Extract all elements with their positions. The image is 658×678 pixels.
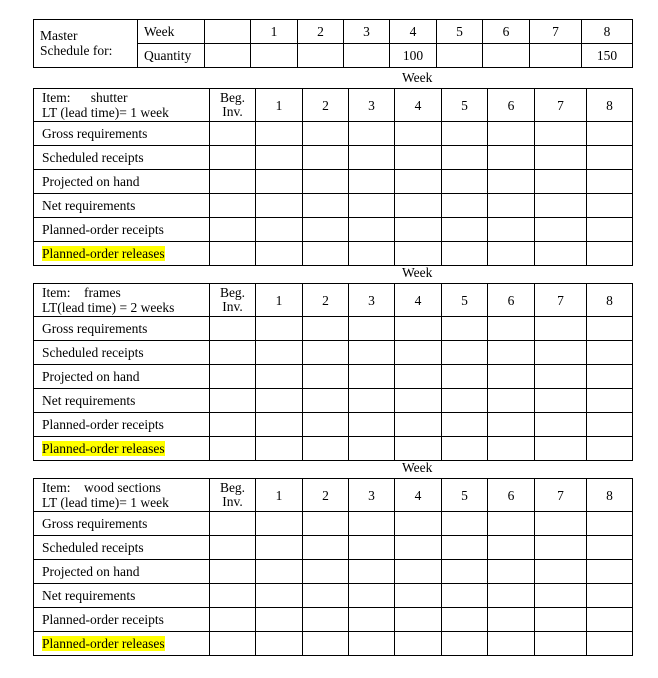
beg-inv-cell[interactable]	[210, 584, 256, 608]
week-cell[interactable]	[535, 632, 587, 656]
master-qty-7	[530, 44, 582, 68]
mrp-row-label	[34, 365, 210, 389]
mrp-row-label	[34, 560, 210, 584]
week-caption	[33, 69, 632, 86]
beg-inv-cell[interactable]	[210, 170, 256, 194]
week-cell[interactable]	[303, 632, 349, 656]
mrp-row-label-text: Scheduled receipts	[42, 540, 144, 555]
mrp-row	[34, 365, 633, 389]
master-qty-3	[344, 44, 390, 68]
week-cell[interactable]	[256, 341, 303, 365]
mrp-row-label	[34, 389, 210, 413]
mrp-row	[34, 389, 633, 413]
beg-inv-line1: Beg.	[219, 90, 246, 105]
beg-inv-cell[interactable]	[210, 365, 256, 389]
week-cell[interactable]	[256, 389, 303, 413]
item-name: Item: frames	[42, 285, 121, 300]
master-qty-8: 150	[582, 44, 633, 68]
beg-inv-cell[interactable]	[210, 317, 256, 341]
week-header-2: 2	[303, 284, 349, 317]
week-cell[interactable]	[442, 608, 488, 632]
mrp-row-label	[34, 584, 210, 608]
mrp-row-label	[34, 437, 210, 461]
week-cell[interactable]	[256, 437, 303, 461]
week-cell[interactable]	[256, 413, 303, 437]
week-cell[interactable]	[587, 122, 633, 146]
week-cell[interactable]	[256, 122, 303, 146]
week-cell[interactable]	[303, 122, 349, 146]
week-cell[interactable]	[395, 536, 442, 560]
week-cell[interactable]	[256, 317, 303, 341]
week-cell[interactable]	[535, 608, 587, 632]
week-cell[interactable]	[488, 437, 535, 461]
mrp-row-label-text: Planned-order releases	[42, 441, 165, 456]
mrp-row-label-text: Planned-order receipts	[42, 222, 164, 237]
master-week-6: 6	[483, 20, 530, 44]
week-cell[interactable]	[349, 170, 395, 194]
master-label-line2: Schedule for:	[40, 43, 113, 58]
week-cell[interactable]	[535, 512, 587, 536]
week-cell[interactable]	[256, 218, 303, 242]
week-cell[interactable]	[488, 608, 535, 632]
beg-inv-cell[interactable]	[210, 146, 256, 170]
week-cell[interactable]	[535, 536, 587, 560]
week-cell[interactable]	[488, 365, 535, 389]
week-cell[interactable]	[395, 341, 442, 365]
item-lead-time: LT (lead time)= 1 week	[42, 495, 169, 510]
week-cell[interactable]	[442, 413, 488, 437]
week-cell[interactable]	[442, 341, 488, 365]
week-cell[interactable]	[442, 512, 488, 536]
week-caption-text: Week	[402, 70, 433, 85]
mrp-item-table	[33, 283, 633, 461]
beg-inv-line2: Inv.	[222, 104, 243, 119]
week-cell[interactable]	[587, 317, 633, 341]
week-cell[interactable]	[535, 389, 587, 413]
week-cell[interactable]	[442, 146, 488, 170]
week-caption	[33, 459, 632, 476]
week-cell[interactable]	[587, 413, 633, 437]
master-week-label: Week	[138, 20, 205, 44]
week-cell[interactable]	[349, 365, 395, 389]
week-header-6: 6	[488, 284, 535, 317]
week-cell[interactable]	[303, 242, 349, 266]
mrp-row-label	[34, 536, 210, 560]
master-week-8: 8	[582, 20, 633, 44]
week-cell[interactable]	[442, 584, 488, 608]
mrp-row-label-text: Gross requirements	[42, 126, 148, 141]
beg-inv-cell[interactable]	[210, 122, 256, 146]
master-qty-1	[251, 44, 298, 68]
week-cell[interactable]	[587, 146, 633, 170]
week-cell[interactable]	[488, 632, 535, 656]
week-cell[interactable]	[587, 437, 633, 461]
week-header-3: 3	[349, 89, 395, 122]
week-cell[interactable]	[349, 413, 395, 437]
master-schedule-table	[33, 19, 633, 68]
week-cell[interactable]	[349, 389, 395, 413]
week-cell[interactable]	[442, 389, 488, 413]
week-cell[interactable]	[303, 584, 349, 608]
mrp-row	[34, 632, 633, 656]
week-header-8: 8	[587, 284, 633, 317]
beg-inv-header	[210, 479, 256, 512]
week-cell[interactable]	[349, 122, 395, 146]
week-cell[interactable]	[488, 560, 535, 584]
week-cell[interactable]	[256, 242, 303, 266]
week-cell[interactable]	[303, 389, 349, 413]
week-cell[interactable]	[349, 560, 395, 584]
week-cell[interactable]	[488, 317, 535, 341]
week-cell[interactable]	[535, 122, 587, 146]
week-cell[interactable]	[303, 194, 349, 218]
master-blank-cell	[205, 44, 251, 68]
mrp-row	[34, 146, 633, 170]
week-cell[interactable]	[256, 584, 303, 608]
item-header-row	[34, 89, 633, 122]
week-cell[interactable]	[442, 365, 488, 389]
week-cell[interactable]	[488, 218, 535, 242]
week-cell[interactable]	[256, 194, 303, 218]
week-cell[interactable]	[587, 536, 633, 560]
week-cell[interactable]	[587, 632, 633, 656]
mrp-row-label-text: Projected on hand	[42, 174, 140, 189]
week-cell[interactable]	[349, 608, 395, 632]
master-qty-2	[298, 44, 344, 68]
mrp-row-label-text: Planned-order receipts	[42, 612, 164, 627]
mrp-row-label-text: Planned-order releases	[42, 636, 165, 651]
week-header-7: 7	[535, 284, 587, 317]
master-label-line1: Master	[40, 28, 78, 43]
mrp-row-label-text: Net requirements	[42, 588, 136, 603]
beg-inv-cell[interactable]	[210, 242, 256, 266]
week-cell[interactable]	[349, 242, 395, 266]
week-cell[interactable]	[587, 341, 633, 365]
week-cell[interactable]	[303, 608, 349, 632]
week-cell[interactable]	[395, 389, 442, 413]
week-cell[interactable]	[395, 146, 442, 170]
beg-inv-line1: Beg.	[219, 480, 246, 495]
mrp-row	[34, 536, 633, 560]
mrp-row-label-text: Net requirements	[42, 198, 136, 213]
week-cell[interactable]	[442, 317, 488, 341]
beg-inv-header	[210, 89, 256, 122]
item-name: Item: shutter	[42, 90, 128, 105]
week-header-3: 3	[349, 284, 395, 317]
item-header-row	[34, 284, 633, 317]
week-cell[interactable]	[349, 584, 395, 608]
week-caption-text: Week	[402, 265, 433, 280]
week-cell[interactable]	[395, 242, 442, 266]
week-cell[interactable]	[349, 194, 395, 218]
week-cell[interactable]	[442, 218, 488, 242]
week-cell[interactable]	[349, 341, 395, 365]
week-cell[interactable]	[488, 170, 535, 194]
week-cell[interactable]	[535, 341, 587, 365]
week-cell[interactable]	[303, 317, 349, 341]
mrp-item-table	[33, 88, 633, 266]
week-cell[interactable]	[535, 218, 587, 242]
week-cell[interactable]	[303, 146, 349, 170]
week-cell[interactable]	[395, 317, 442, 341]
mrp-row-label-text: Gross requirements	[42, 516, 148, 531]
master-week-4: 4	[390, 20, 437, 44]
week-cell[interactable]	[303, 218, 349, 242]
week-cell[interactable]	[395, 608, 442, 632]
mrp-row-label	[34, 608, 210, 632]
week-cell[interactable]	[442, 560, 488, 584]
mrp-row	[34, 317, 633, 341]
week-header-4: 4	[395, 479, 442, 512]
week-cell[interactable]	[488, 512, 535, 536]
week-cell[interactable]	[587, 194, 633, 218]
week-caption	[33, 264, 632, 281]
week-cell[interactable]	[256, 512, 303, 536]
master-qty-4: 100	[390, 44, 437, 68]
beg-inv-line2: Inv.	[222, 299, 243, 314]
week-header-5: 5	[442, 479, 488, 512]
week-cell[interactable]	[535, 242, 587, 266]
beg-inv-cell[interactable]	[210, 218, 256, 242]
mrp-row	[34, 242, 633, 266]
mrp-item-table	[33, 478, 633, 656]
master-week-7: 7	[530, 20, 582, 44]
mrp-row-label	[34, 512, 210, 536]
week-cell[interactable]	[303, 536, 349, 560]
week-cell[interactable]	[395, 512, 442, 536]
week-cell[interactable]	[488, 242, 535, 266]
week-cell[interactable]	[395, 218, 442, 242]
beg-inv-cell[interactable]	[210, 341, 256, 365]
mrp-row	[34, 584, 633, 608]
item-header-row	[34, 479, 633, 512]
mrp-row-label	[34, 170, 210, 194]
week-cell[interactable]	[535, 146, 587, 170]
week-cell[interactable]	[442, 536, 488, 560]
week-cell[interactable]	[349, 146, 395, 170]
mrp-row-label-text: Projected on hand	[42, 564, 140, 579]
beg-inv-cell[interactable]	[210, 437, 256, 461]
mrp-row-label-text: Scheduled receipts	[42, 345, 144, 360]
week-cell[interactable]	[256, 560, 303, 584]
mrp-row-label-text: Gross requirements	[42, 321, 148, 336]
week-cell[interactable]	[256, 632, 303, 656]
week-cell[interactable]	[303, 437, 349, 461]
week-cell[interactable]	[256, 536, 303, 560]
mrp-row	[34, 122, 633, 146]
beg-inv-cell[interactable]	[210, 413, 256, 437]
week-header-1: 1	[256, 284, 303, 317]
week-cell[interactable]	[395, 413, 442, 437]
beg-inv-line1: Beg.	[219, 285, 246, 300]
week-header-8: 8	[587, 89, 633, 122]
week-header-5: 5	[442, 284, 488, 317]
week-header-2: 2	[303, 89, 349, 122]
mrp-row	[34, 341, 633, 365]
week-cell[interactable]	[395, 632, 442, 656]
beg-inv-cell[interactable]	[210, 560, 256, 584]
week-cell[interactable]	[256, 365, 303, 389]
week-cell[interactable]	[303, 560, 349, 584]
week-cell[interactable]	[303, 365, 349, 389]
mrp-row-label	[34, 413, 210, 437]
master-qty-6	[483, 44, 530, 68]
mrp-row-label	[34, 194, 210, 218]
week-header-2: 2	[303, 479, 349, 512]
week-cell[interactable]	[488, 194, 535, 218]
week-header-8: 8	[587, 479, 633, 512]
week-cell[interactable]	[349, 632, 395, 656]
week-cell[interactable]	[535, 194, 587, 218]
mrp-row	[34, 560, 633, 584]
mrp-row-label	[34, 218, 210, 242]
week-cell[interactable]	[587, 242, 633, 266]
mrp-row	[34, 608, 633, 632]
mrp-row-label	[34, 146, 210, 170]
week-cell[interactable]	[442, 242, 488, 266]
week-cell[interactable]	[256, 146, 303, 170]
item-lead-time: LT(lead time) = 2 weeks	[42, 300, 175, 315]
mrp-row	[34, 512, 633, 536]
master-week-3: 3	[344, 20, 390, 44]
week-header-6: 6	[488, 479, 535, 512]
week-cell[interactable]	[488, 389, 535, 413]
week-cell[interactable]	[395, 584, 442, 608]
week-cell[interactable]	[535, 365, 587, 389]
master-quantity-label: Quantity	[138, 44, 205, 68]
mrp-row	[34, 218, 633, 242]
beg-inv-line2: Inv.	[222, 494, 243, 509]
mrp-row-label-text: Scheduled receipts	[42, 150, 144, 165]
item-lead-time: LT (lead time)= 1 week	[42, 105, 169, 120]
master-schedule-label	[34, 20, 138, 68]
master-week-2: 2	[298, 20, 344, 44]
mrp-row	[34, 170, 633, 194]
week-cell[interactable]	[395, 365, 442, 389]
week-cell[interactable]	[587, 512, 633, 536]
master-blank-cell	[205, 20, 251, 44]
beg-inv-cell[interactable]	[210, 632, 256, 656]
week-caption-text: Week	[402, 460, 433, 475]
week-cell[interactable]	[349, 218, 395, 242]
item-name: Item: wood sections	[42, 480, 161, 495]
week-cell[interactable]	[395, 560, 442, 584]
week-cell[interactable]	[256, 170, 303, 194]
mrp-row-label	[34, 341, 210, 365]
week-cell[interactable]	[587, 584, 633, 608]
week-cell[interactable]	[395, 122, 442, 146]
week-cell[interactable]	[488, 536, 535, 560]
mrp-row	[34, 194, 633, 218]
week-cell[interactable]	[442, 632, 488, 656]
master-week-5: 5	[437, 20, 483, 44]
week-cell[interactable]	[587, 560, 633, 584]
mrp-row-label	[34, 122, 210, 146]
mrp-row-label	[34, 242, 210, 266]
week-header-5: 5	[442, 89, 488, 122]
week-cell[interactable]	[442, 194, 488, 218]
week-cell[interactable]	[303, 512, 349, 536]
week-cell[interactable]	[535, 560, 587, 584]
week-header-1: 1	[256, 89, 303, 122]
week-cell[interactable]	[349, 317, 395, 341]
week-cell[interactable]	[587, 389, 633, 413]
mrp-row-label	[34, 317, 210, 341]
week-cell[interactable]	[442, 122, 488, 146]
beg-inv-header	[210, 284, 256, 317]
week-cell[interactable]	[587, 170, 633, 194]
week-cell[interactable]	[535, 437, 587, 461]
week-cell[interactable]	[488, 341, 535, 365]
beg-inv-cell[interactable]	[210, 194, 256, 218]
week-cell[interactable]	[488, 122, 535, 146]
mrp-row	[34, 437, 633, 461]
week-cell[interactable]	[442, 437, 488, 461]
mrp-row-label-text: Net requirements	[42, 393, 136, 408]
week-header-3: 3	[349, 479, 395, 512]
week-cell[interactable]	[303, 341, 349, 365]
week-cell[interactable]	[488, 146, 535, 170]
mrp-row-label-text: Planned-order receipts	[42, 417, 164, 432]
beg-inv-cell[interactable]	[210, 536, 256, 560]
week-header-7: 7	[535, 89, 587, 122]
week-header-4: 4	[395, 89, 442, 122]
week-header-4: 4	[395, 284, 442, 317]
week-cell[interactable]	[587, 365, 633, 389]
item-description	[34, 479, 210, 512]
week-cell[interactable]	[303, 170, 349, 194]
item-description	[34, 284, 210, 317]
week-cell[interactable]	[395, 170, 442, 194]
mrp-row-label-text: Projected on hand	[42, 369, 140, 384]
week-cell[interactable]	[349, 512, 395, 536]
week-header-7: 7	[535, 479, 587, 512]
week-cell[interactable]	[587, 218, 633, 242]
week-header-1: 1	[256, 479, 303, 512]
week-cell[interactable]	[303, 413, 349, 437]
beg-inv-cell[interactable]	[210, 608, 256, 632]
week-cell[interactable]	[535, 170, 587, 194]
mrp-row-label-text: Planned-order releases	[42, 246, 165, 261]
week-cell[interactable]	[349, 536, 395, 560]
mrp-row-label	[34, 632, 210, 656]
week-cell[interactable]	[488, 584, 535, 608]
mrp-row	[34, 413, 633, 437]
beg-inv-cell[interactable]	[210, 389, 256, 413]
week-cell[interactable]	[587, 608, 633, 632]
master-qty-5	[437, 44, 483, 68]
week-cell[interactable]	[488, 413, 535, 437]
beg-inv-cell[interactable]	[210, 512, 256, 536]
master-week-row	[34, 20, 633, 44]
week-cell[interactable]	[535, 317, 587, 341]
week-cell[interactable]	[442, 170, 488, 194]
week-cell[interactable]	[349, 437, 395, 461]
week-cell[interactable]	[395, 194, 442, 218]
week-cell[interactable]	[535, 413, 587, 437]
master-week-1: 1	[251, 20, 298, 44]
week-cell[interactable]	[535, 584, 587, 608]
week-cell[interactable]	[395, 437, 442, 461]
item-description	[34, 89, 210, 122]
week-header-6: 6	[488, 89, 535, 122]
week-cell[interactable]	[256, 608, 303, 632]
